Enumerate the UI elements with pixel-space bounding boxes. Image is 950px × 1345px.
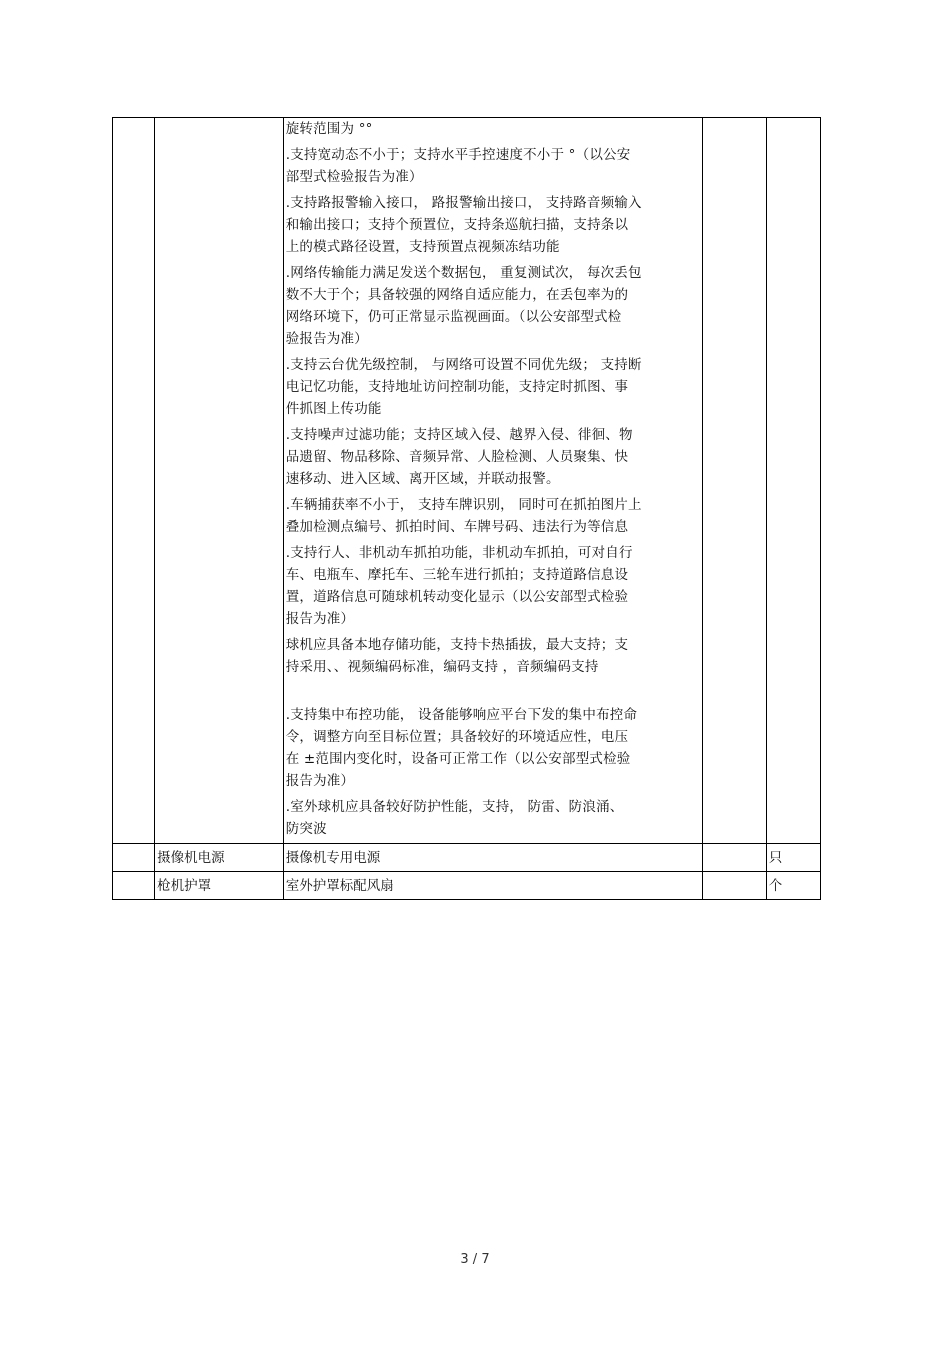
spec-line: 持采用、、视频编码标准，编码支持 ，音频编码支持: [285, 659, 599, 675]
quantity-cell: [703, 118, 766, 844]
spec-line: 在 ±范围内变化时，设备可正常工作（以公安部型式检验: [285, 751, 631, 767]
spec-line: .支持行人、非机动车抓拍功能，非机动车抓拍，可对自行: [285, 545, 633, 561]
spec-line: 报告为准）: [285, 773, 355, 789]
spec-line: .车辆捕获率不小于， 支持车牌识别， 同时可在抓拍图片上: [285, 497, 642, 513]
table-row-camera-spec: [113, 118, 821, 844]
spec-paragraph: [286, 354, 701, 420]
spec-line: .网络传输能力满足发送个数据包， 重复测试次， 每次丢包: [285, 265, 642, 281]
spec-paragraph: [286, 262, 701, 350]
unit-cell: 个: [766, 872, 820, 900]
spec-line: .支持噪声过滤功能；支持区域入侵、越界入侵、徘徊、物: [285, 427, 633, 443]
spec-line: .支持宽动态不小于；支持水平手控速度不小于 °（以公安: [285, 147, 631, 163]
spec-paragraph: [286, 494, 701, 538]
item-name-cell: 枪机护罩: [155, 872, 284, 900]
spec-line: 旋转范围为 °°: [285, 121, 373, 137]
item-name-cell: [155, 118, 284, 844]
index-cell: [113, 844, 155, 872]
spec-paragraph: [286, 192, 701, 258]
page-number: 3 / 7: [460, 1252, 490, 1267]
spacer: [286, 682, 701, 704]
spec-line: .室外球机应具备较好防护性能，支持， 防雷、防浪涌、: [285, 799, 624, 815]
spec-line: 令，调整方向至目标位置；具备较好的环境适应性，电压: [285, 729, 629, 745]
unit-cell: 只: [766, 844, 820, 872]
spec-cell: [283, 118, 703, 844]
spec-paragraph: [286, 144, 701, 188]
spec-line: 验报告为准）: [285, 331, 368, 347]
spec-paragraph: [286, 634, 701, 678]
spec-line: 网络环境下，仍可正常显示监视画面。（以公安部型式检: [285, 309, 622, 325]
index-cell: [113, 118, 155, 844]
spec-line: 报告为准）: [285, 611, 355, 627]
spec-line: 置，道路信息可随球机转动变化显示（以公安部型式检验: [285, 589, 629, 605]
quantity-cell: [703, 844, 766, 872]
spec-line: 数不大于个；具备较强的网络自适应能力，在丢包率为的: [285, 287, 629, 303]
spec-paragraph: [286, 424, 701, 490]
spec-line: 车、电瓶车、摩托车、三轮车进行抓拍；支持道路信息设: [285, 567, 629, 583]
spec-line: 叠加检测点编号、抓拍时间、车牌号码、违法行为等信息: [285, 519, 629, 535]
item-name-cell: 摄像机电源: [155, 844, 284, 872]
spec-paragraph: [286, 704, 701, 792]
spec-line: 和输出接口；支持个预置位，支持条巡航扫描，支持条以: [285, 217, 629, 233]
spec-paragraph: [286, 796, 701, 840]
quantity-cell: [703, 872, 766, 900]
spec-line: 速移动、进入区域、离开区域，并联动报警。: [285, 471, 560, 487]
spec-cell: 室外护罩标配风扇: [283, 872, 703, 900]
spec-line: 部型式检验报告为准）: [285, 169, 423, 185]
spec-line: .支持路报警输入接口， 路报警输出接口， 支持路音频输入: [285, 195, 642, 211]
spec-line: 上的模式路径设置，支持预置点视频冻结功能: [285, 239, 560, 255]
spec-line: 品遗留、物品移除、音频异常、人脸检测、人员聚集、快: [285, 449, 629, 465]
spec-cell: 摄像机专用电源: [283, 844, 703, 872]
spec-paragraph: [286, 118, 701, 140]
index-cell: [113, 872, 155, 900]
spec-line: 电记忆功能，支持地址访问控制功能，支持定时抓图、事: [285, 379, 629, 395]
spec-line: .支持集中布控功能， 设备能够响应平台下发的集中布控命: [285, 707, 638, 723]
table-row-gun-housing: [113, 872, 821, 900]
table-row-camera-power: [113, 844, 821, 872]
spec-line: 球机应具备本地存储功能，支持卡热插拔，最大支持；支: [285, 637, 629, 653]
spec-table: [112, 117, 821, 900]
spec-paragraph: [286, 542, 701, 630]
spec-line: 防突波: [285, 821, 327, 837]
spec-line: 件抓图上传功能: [285, 401, 382, 417]
spec-line: .支持云台优先级控制， 与网络可设置不同优先级； 支持断: [285, 357, 642, 373]
unit-cell: [766, 118, 820, 844]
